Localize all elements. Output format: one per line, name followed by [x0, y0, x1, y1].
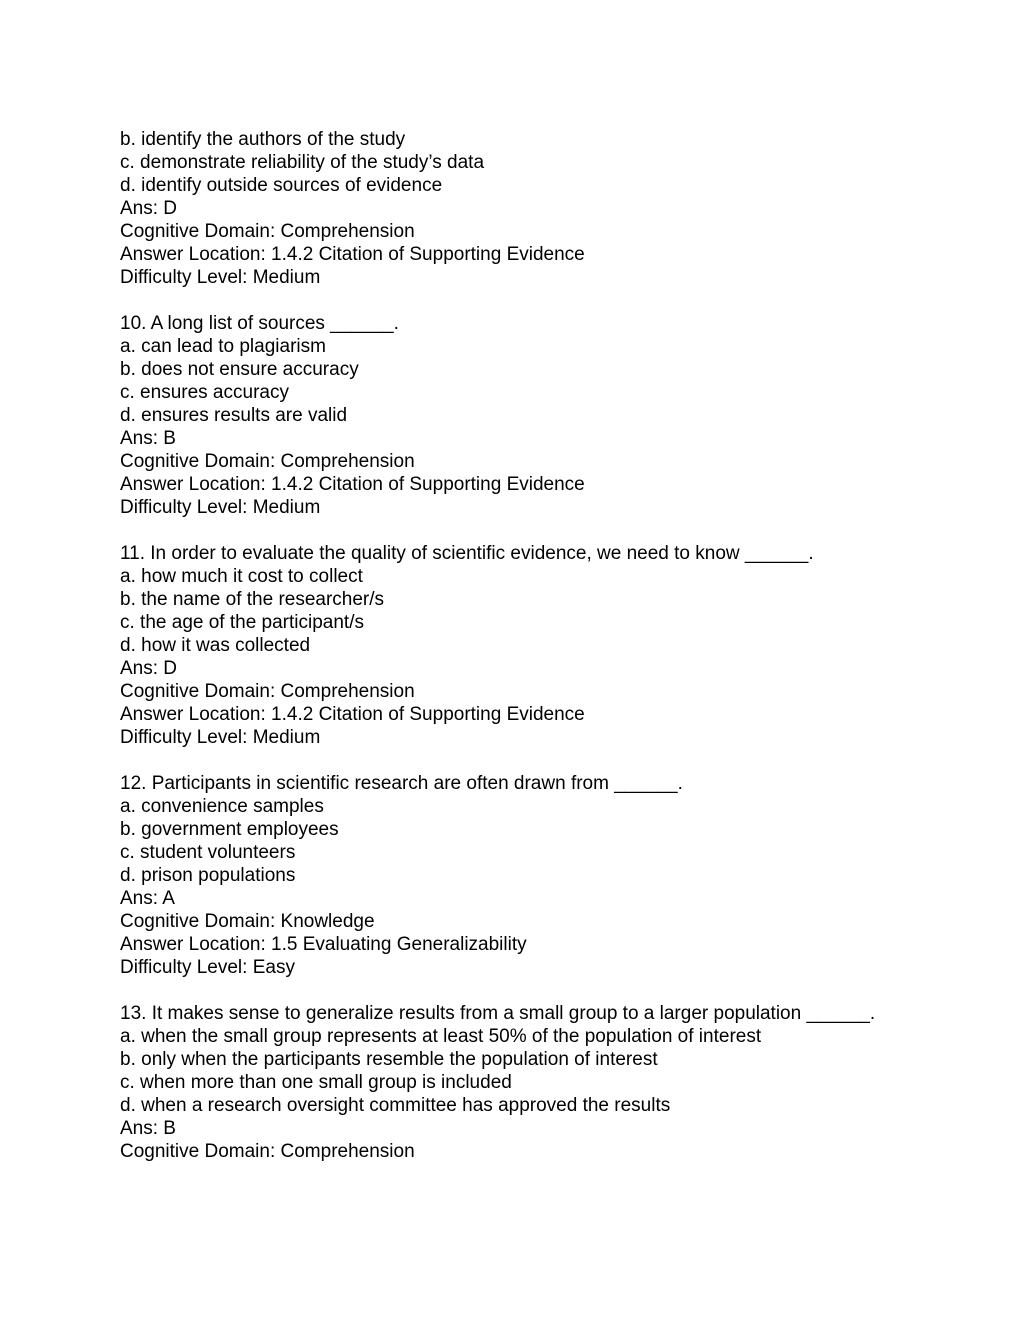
cognitive-domain: Cognitive Domain: Knowledge: [120, 911, 375, 932]
option-b: b. identify the authors of the study: [120, 129, 406, 150]
difficulty-level: Difficulty Level: Medium: [120, 497, 321, 518]
question-12: [120, 772, 880, 979]
answer: Ans: B: [120, 1118, 176, 1139]
option-b: b. the name of the researcher/s: [120, 589, 385, 610]
cognitive-domain: Cognitive Domain: Comprehension: [120, 681, 415, 702]
option-c: c. ensures accuracy: [120, 382, 289, 403]
option-d: d. prison populations: [120, 865, 296, 886]
difficulty-level: Difficulty Level: Easy: [120, 957, 295, 978]
cognitive-domain: Cognitive Domain: Comprehension: [120, 221, 415, 242]
answer-location: Answer Location: 1.4.2 Citation of Supporting Evidence: [120, 244, 585, 265]
document-page: [120, 128, 880, 1163]
difficulty-level: Difficulty Level: Medium: [120, 267, 321, 288]
option-a: a. how much it cost to collect: [120, 566, 363, 587]
question-11: [120, 542, 880, 749]
question-stem: 11. In order to evaluate the quality of scientific evidence, we need to know ______.: [120, 543, 814, 564]
option-a: a. when the small group represents at least 50% of the population of interest: [120, 1026, 762, 1047]
option-a: a. can lead to plagiarism: [120, 336, 326, 357]
cognitive-domain: Cognitive Domain: Comprehension: [120, 451, 415, 472]
question-stem: 10. A long list of sources ______.: [120, 313, 399, 334]
answer: Ans: D: [120, 198, 178, 219]
option-b: b. only when the participants resemble the population of interest: [120, 1049, 658, 1070]
answer: Ans: B: [120, 428, 176, 449]
answer: Ans: D: [120, 658, 178, 679]
answer-location: Answer Location: 1.4.2 Citation of Supporting Evidence: [120, 704, 585, 725]
option-d: d. how it was collected: [120, 635, 311, 656]
answer-location: Answer Location: 1.4.2 Citation of Supporting Evidence: [120, 474, 585, 495]
option-a: a. convenience samples: [120, 796, 324, 817]
question-13: [120, 1002, 880, 1163]
question-stem: 13. It makes sense to generalize results from a small group to a larger population ______.: [120, 1003, 876, 1024]
question-9-continued: [120, 128, 880, 289]
option-c: c. the age of the participant/s: [120, 612, 364, 633]
option-c: c. demonstrate reliability of the study’s data: [120, 152, 485, 173]
option-c: c. when more than one small group is included: [120, 1072, 512, 1093]
answer: Ans: A: [120, 888, 175, 909]
option-d: d. identify outside sources of evidence: [120, 175, 443, 196]
answer-location: Answer Location: 1.5 Evaluating Generalizability: [120, 934, 527, 955]
cognitive-domain: Cognitive Domain: Comprehension: [120, 1141, 415, 1162]
difficulty-level: Difficulty Level: Medium: [120, 727, 321, 748]
question-stem: 12. Participants in scientific research are often drawn from ______.: [120, 773, 683, 794]
option-d: d. ensures results are valid: [120, 405, 348, 426]
option-c: c. student volunteers: [120, 842, 296, 863]
option-d: d. when a research oversight committee has approved the results: [120, 1095, 671, 1116]
option-b: b. government employees: [120, 819, 339, 840]
option-b: b. does not ensure accuracy: [120, 359, 359, 380]
question-10: [120, 312, 880, 519]
